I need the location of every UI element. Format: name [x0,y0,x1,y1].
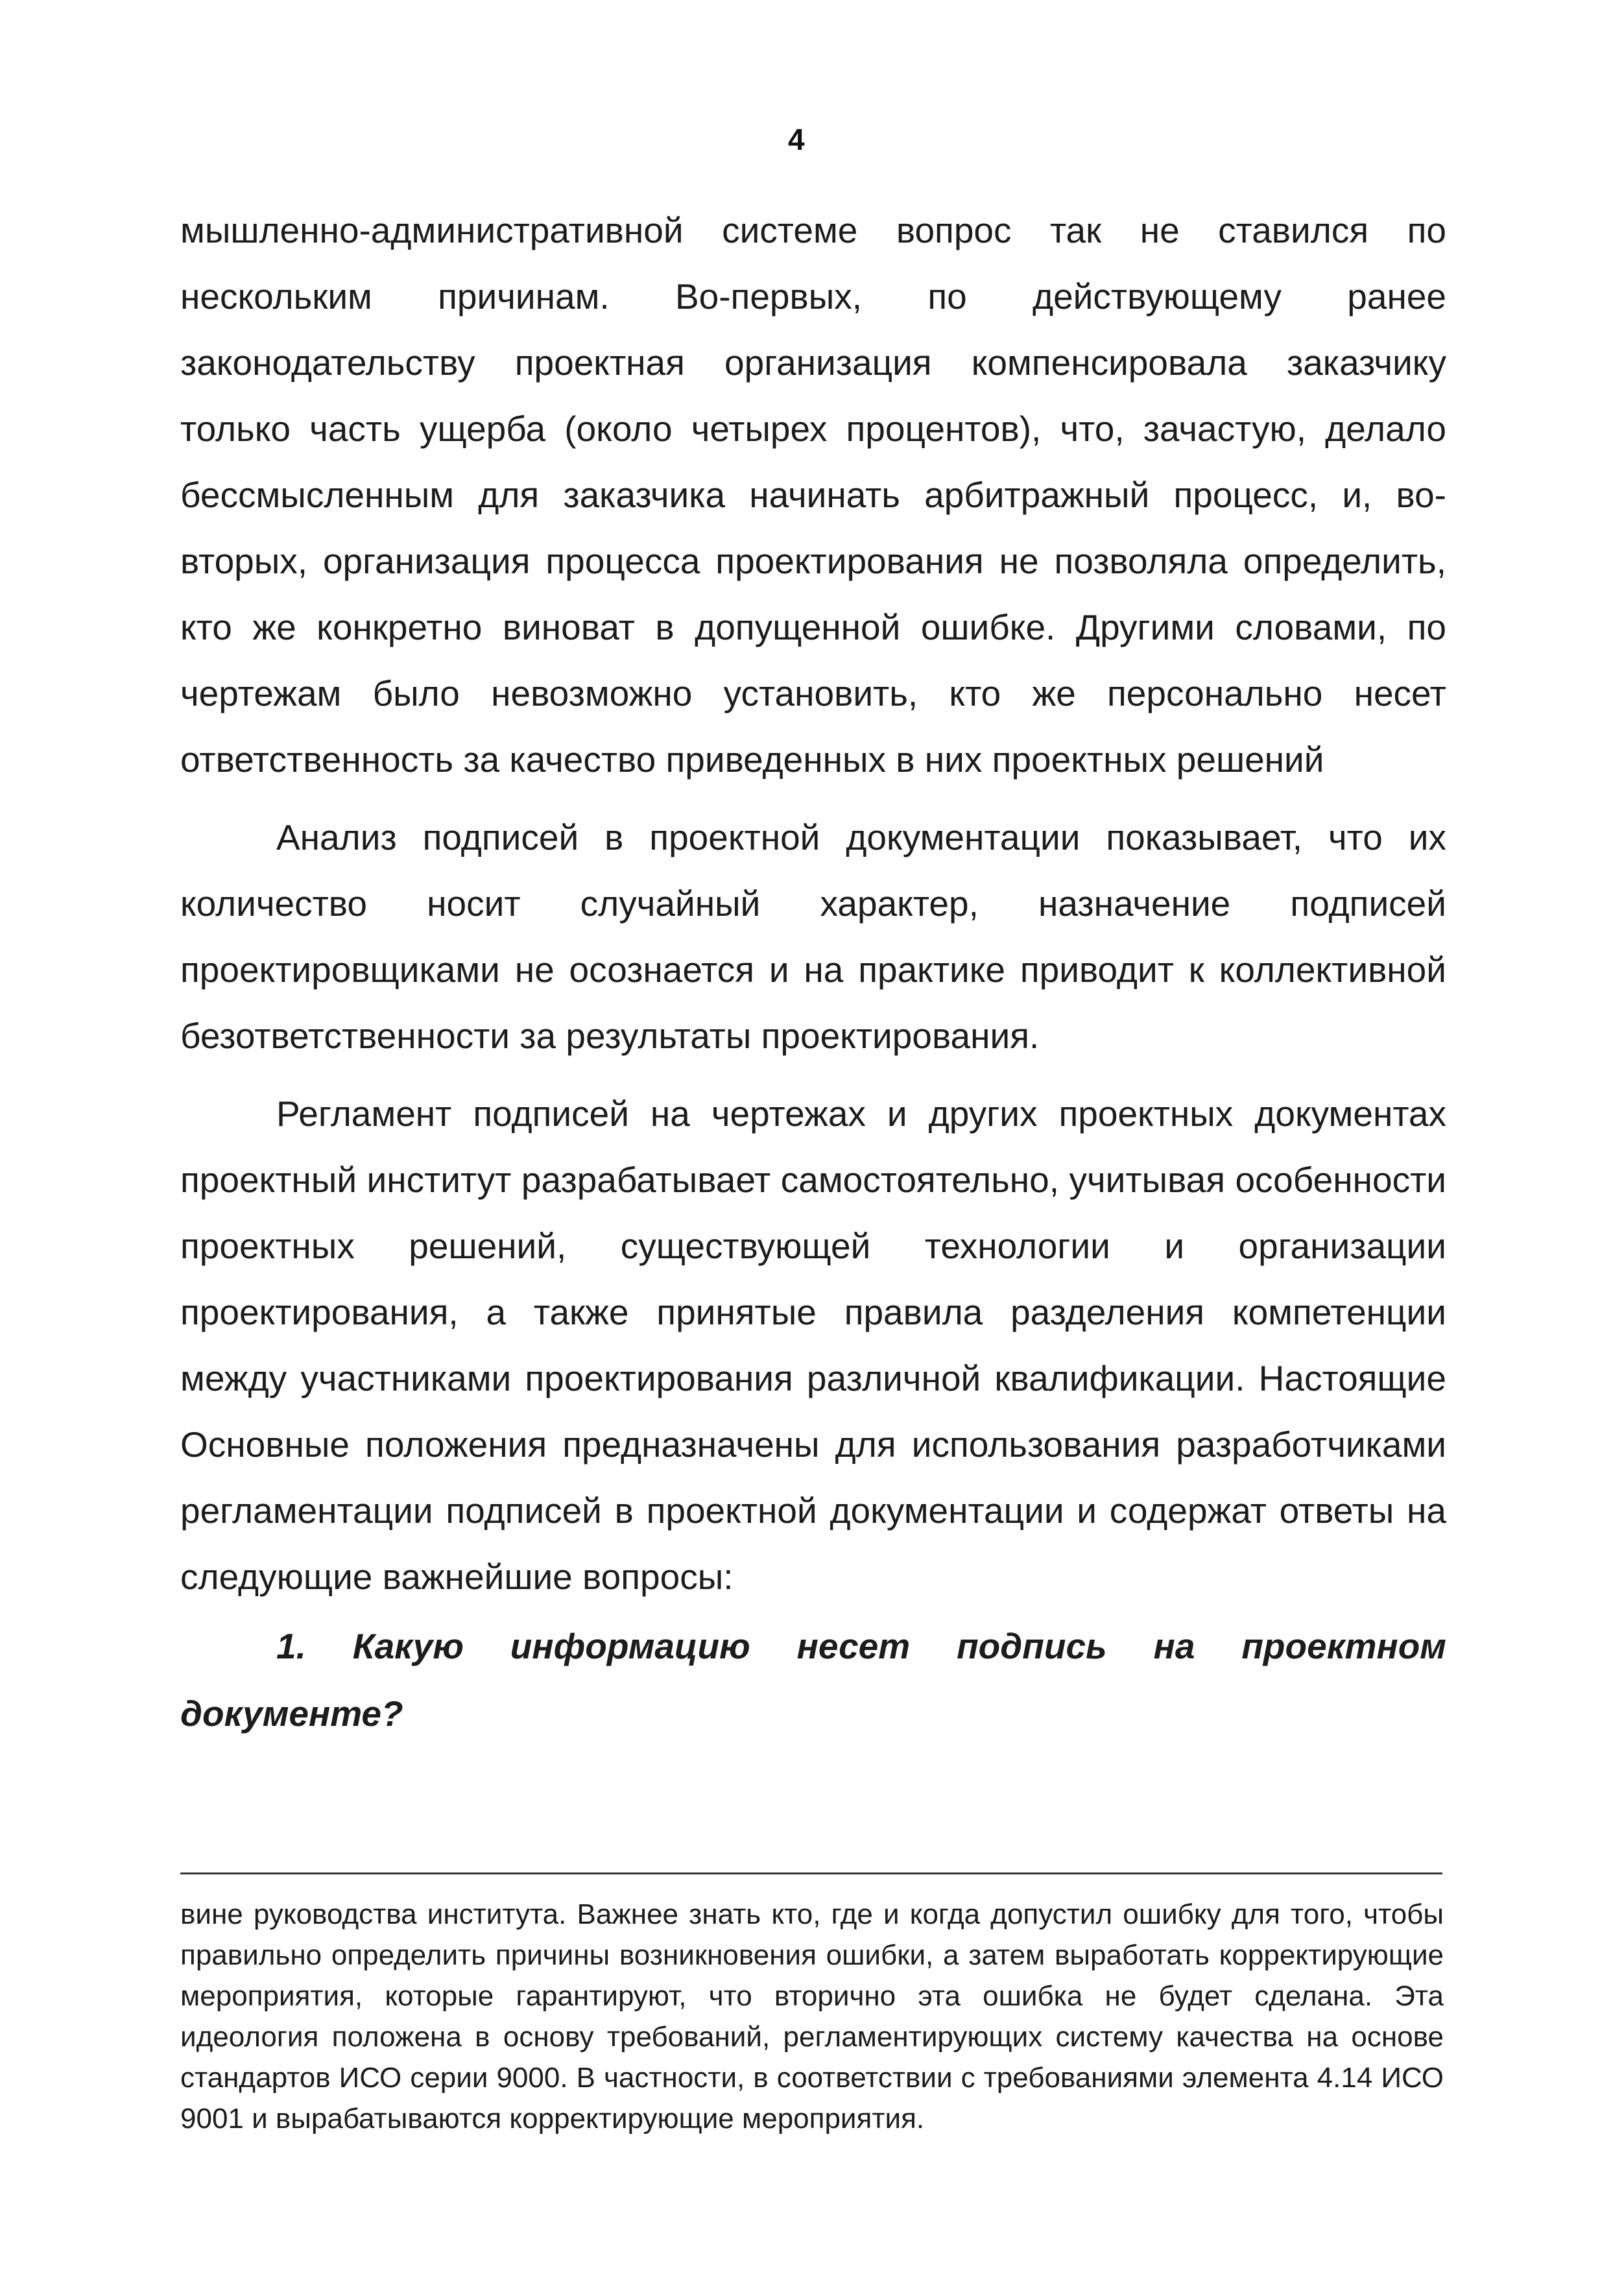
footnote [180,1894,1444,2139]
section-heading: 1. Какую информацию несет подпись на проектном документе? [180,1626,1446,1734]
main-text [180,197,1446,1747]
body-paragraph: Регламент подписей на чертежах и других проектных документах проектный институт разрабатывает самостоятельно, учитывая особенности проектных решений, существующей технологии и организации проектирования, а также принятые правила разделения компетенции между участниками проектирования различной квалификации. Настоящие Основные положения предназначены для использования разработчиками регламентации подписей в проектной документации и содержат ответы на следующие важнейшие вопросы: [180,1094,1446,1597]
body-paragraph: мышленно-административной системе вопрос так не ставился по нескольким причинам. Во-первых, по действующему ранее законодательству проектная организация компенсировала заказчику только часть ущерба (около четырех процентов), что, зачастую, делало бессмысленным для заказчика начинать арбитражный процесс, и, во-вторых, организация процесса проектирования не позволяла определить, кто же конкретно виноват в допущенной ошибке. Другими словами, по чертежам было невозможно установить, кто же персонально несет ответственность за качество приведенных в них проектных решений [180,210,1446,780]
page-number: 4 [788,123,805,156]
footnote-text: вине руководства института. Важнее знать кто, где и когда допустил ошибку для того, чтобы правильно определить причины возникновения ошибки, а затем выработать корректирующие мероприятия, которые гарантируют, что вторично эта ошибка не будет сделана. Эта идеология положена в основу требований, регламентирующих систему качества на основе стандартов ИСО серии 9000. В частности, в соответствии с требованиями элемента 4.14 ИСО 9001 и вырабатываются корректирующие мероприятия. [180,1898,1444,2135]
body-paragraph: Анализ подписей в проектной документации показывает, что их количество носит случайный характер, назначение подписей проектировщиками не осознается и на практике приводит к коллективной безответственности за результаты проектирования. [180,817,1446,1056]
footnote-divider [180,1872,1442,1874]
